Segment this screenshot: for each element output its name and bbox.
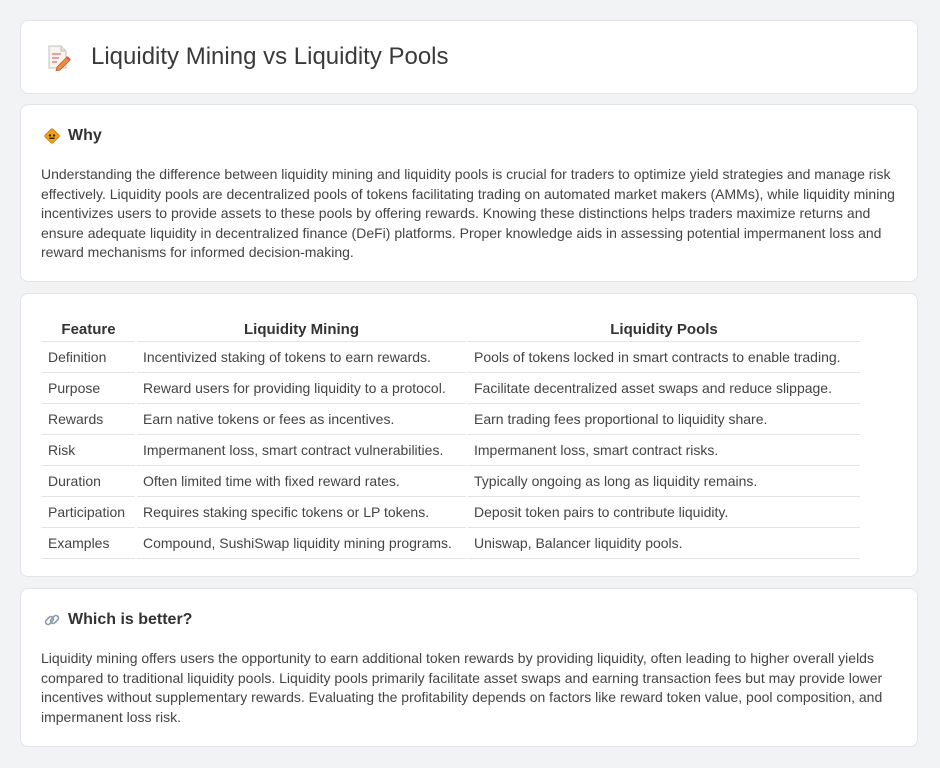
pools-cell: Deposit token pairs to contribute liquidity. bbox=[467, 497, 860, 528]
why-paragraph: Understanding the difference between liquidity mining and liquidity pools is crucial for traders to optimize yield strategies and manage risk effectively. Liquidity pools are decentralized pools of tokens facilitating trading on automated market makers (AMMs), while liquidity mining incentivizes users to provide assets to these pools by offering rewards. Knowing these distinctions helps traders maximize returns and ensure adequate liquidity in decentralized finance (DeFi) platforms. Proper knowledge aids in assessing potential impermanent loss and reward mechanisms for informed decision-making. bbox=[41, 166, 895, 261]
pools-cell: Earn trading fees proportional to liquidity share. bbox=[467, 404, 860, 435]
page-title: Liquidity Mining vs Liquidity Pools bbox=[91, 43, 449, 70]
which-is-better-heading: Which is better? bbox=[68, 611, 193, 628]
mining-cell: Earn native tokens or fees as incentives. bbox=[136, 404, 467, 435]
title-card bbox=[20, 20, 918, 94]
table-row bbox=[42, 373, 860, 404]
table-row bbox=[42, 466, 860, 497]
which-is-better-section bbox=[20, 588, 918, 747]
comparison-section bbox=[20, 293, 918, 577]
table-row bbox=[42, 435, 860, 466]
why-heading: Why bbox=[68, 127, 102, 144]
pools-cell: Impermanent loss, smart contract risks. bbox=[467, 435, 860, 466]
mining-cell: Incentivized staking of tokens to earn rewards. bbox=[136, 342, 467, 373]
table-row bbox=[42, 342, 860, 373]
feature-cell: Rewards bbox=[42, 404, 136, 435]
mining-cell: Impermanent loss, smart contract vulnerabilities. bbox=[136, 435, 467, 466]
mining-cell: Reward users for providing liquidity to a protocol. bbox=[136, 373, 467, 404]
mining-cell: Requires staking specific tokens or LP tokens. bbox=[136, 497, 467, 528]
table-row bbox=[42, 497, 860, 528]
feature-cell: Purpose bbox=[42, 373, 136, 404]
which-is-better-paragraph: Liquidity mining offers users the opportunity to earn additional token rewards by providing liquidity, often leading to higher overall yields compared to traditional liquidity pools. Liquidity pools primarily facilitate asset swaps and earning transaction fees but may provide lower incentives without supplementary rewards. Evaluating the profitability depends on factors like reward token value, pool composition, and impermanent loss risk. bbox=[41, 650, 883, 725]
feature-cell: Duration bbox=[42, 466, 136, 497]
mining-cell: Often limited time with fixed reward rates. bbox=[136, 466, 467, 497]
header-liquidity-pools: Liquidity Pools bbox=[467, 315, 860, 342]
header-liquidity-mining: Liquidity Mining bbox=[136, 315, 467, 342]
diamond-sign-icon bbox=[43, 127, 61, 145]
feature-cell: Definition bbox=[42, 342, 136, 373]
feature-cell: Examples bbox=[42, 528, 136, 559]
mining-cell: Compound, SushiSwap liquidity mining programs. bbox=[136, 528, 467, 559]
pools-cell: Pools of tokens locked in smart contracts to enable trading. bbox=[467, 342, 860, 373]
table-header-row bbox=[42, 315, 860, 342]
document-pencil-icon bbox=[45, 43, 71, 71]
table-row bbox=[42, 404, 860, 435]
pools-cell: Typically ongoing as long as liquidity remains. bbox=[467, 466, 860, 497]
header-feature: Feature bbox=[42, 315, 136, 342]
comparison-table bbox=[42, 315, 860, 559]
why-section bbox=[20, 104, 918, 282]
pools-cell: Uniswap, Balancer liquidity pools. bbox=[467, 528, 860, 559]
feature-cell: Participation bbox=[42, 497, 136, 528]
link-icon bbox=[43, 611, 61, 629]
table-row bbox=[42, 528, 860, 559]
feature-cell: Risk bbox=[42, 435, 136, 466]
pools-cell: Facilitate decentralized asset swaps and reduce slippage. bbox=[467, 373, 860, 404]
